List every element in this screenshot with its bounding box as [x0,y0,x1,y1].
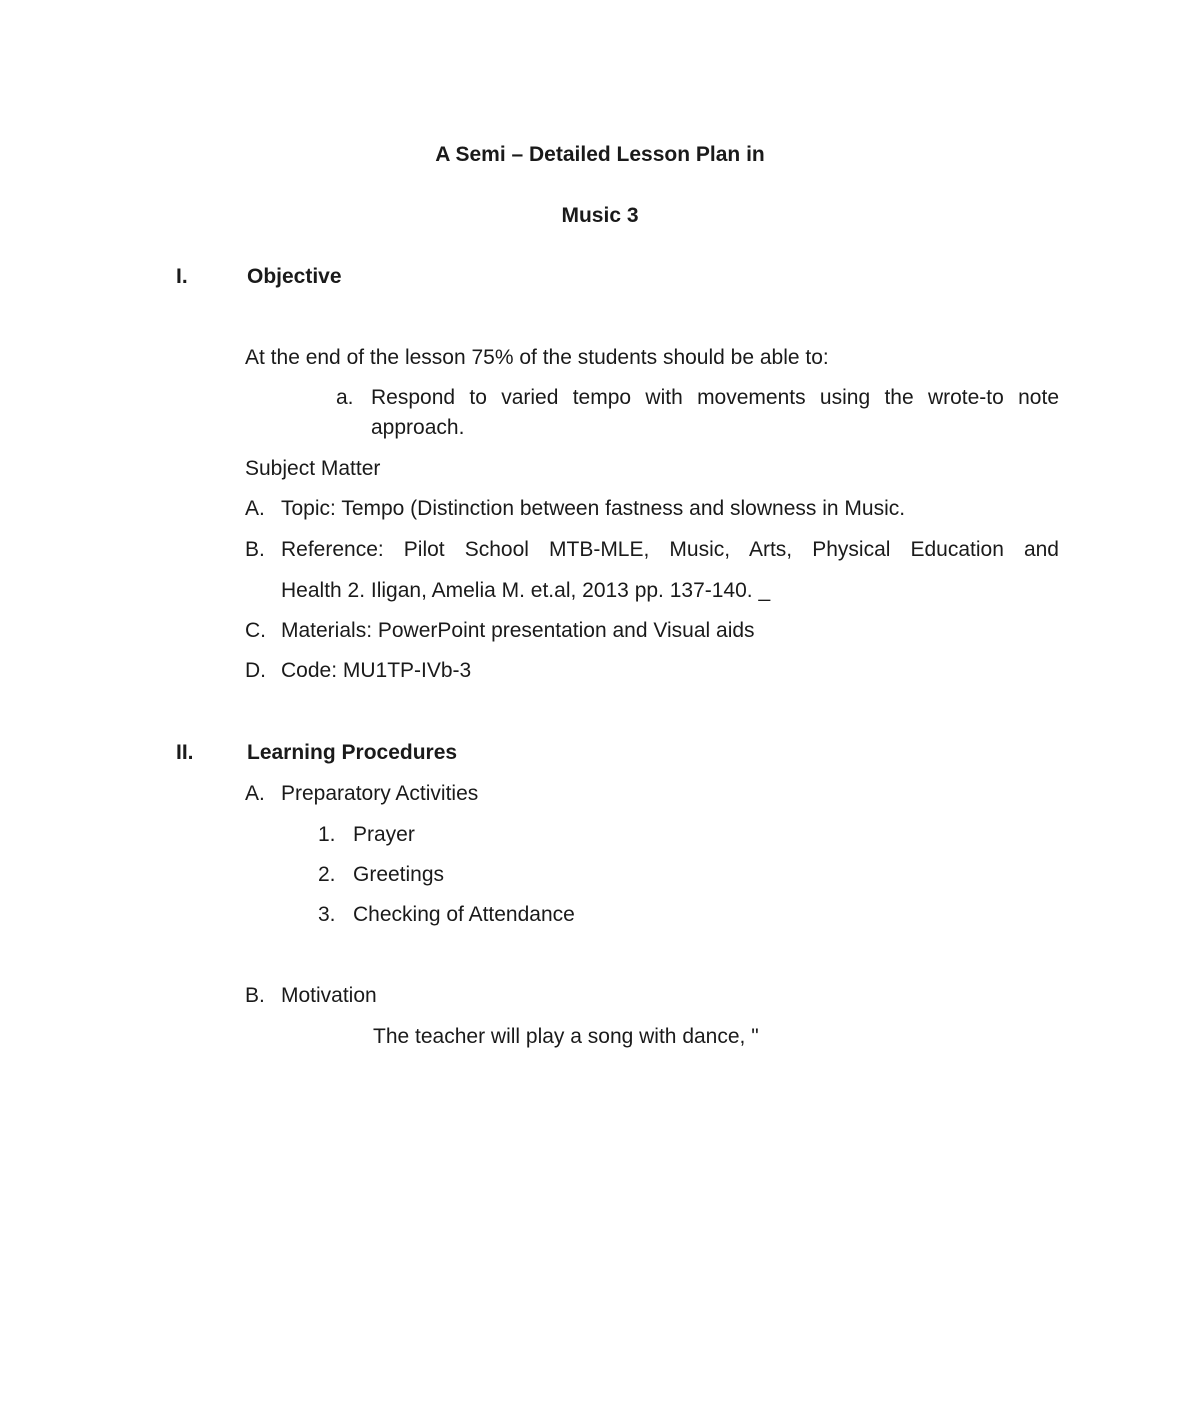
objective-marker: a. [336,386,354,409]
section-1-numeral: I. [176,265,188,288]
subject-item-marker: B. [245,538,265,561]
motivation-text: The teacher will play a song with dance, " [373,1025,759,1048]
list-item-marker: 3. [318,903,336,926]
list-item: Checking of Attendance [353,903,575,926]
subject-item-marker: C. [245,619,266,642]
motivation-label: Motivation [281,984,377,1007]
section-1-heading: Objective [247,265,342,288]
list-item-marker: 1. [318,823,336,846]
subject-matter-label: Subject Matter [245,457,381,480]
subject-item-topic: Topic: Tempo (Distinction between fastness and slowness in Music. [281,497,906,520]
preparatory-marker: A. [245,782,265,805]
list-item-marker: 2. [318,863,336,886]
list-item: Prayer [353,823,415,846]
objective-text-line1: Respond to varied tempo with movements using the wrote-to note [371,386,1059,409]
section-2-heading: Learning Procedures [247,741,458,764]
subject-item-materials: Materials: PowerPoint presentation and Visual aids [281,619,755,642]
subject-item-reference-line2: Health 2. Iligan, Amelia M. et.al, 2013 pp. 137-140. _ [281,579,771,602]
subject-item-reference-line1: Reference: Pilot School MTB-MLE, Music, Arts, Physical Education and [281,538,1059,561]
preparatory-label: Preparatory Activities [281,782,479,805]
document-title: A Semi – Detailed Lesson Plan in [435,143,765,166]
subject-item-marker: A. [245,497,265,520]
motivation-marker: B. [245,984,265,1007]
section-2-numeral: II. [176,741,194,764]
list-item: Greetings [353,863,445,886]
objective-text-line2: approach. [371,416,465,439]
subject-item-marker: D. [245,659,266,682]
document-subtitle: Music 3 [561,204,639,227]
objective-intro: At the end of the lesson 75% of the students should be able to: [245,346,829,369]
subject-item-code: Code: MU1TP-IVb-3 [281,659,472,682]
